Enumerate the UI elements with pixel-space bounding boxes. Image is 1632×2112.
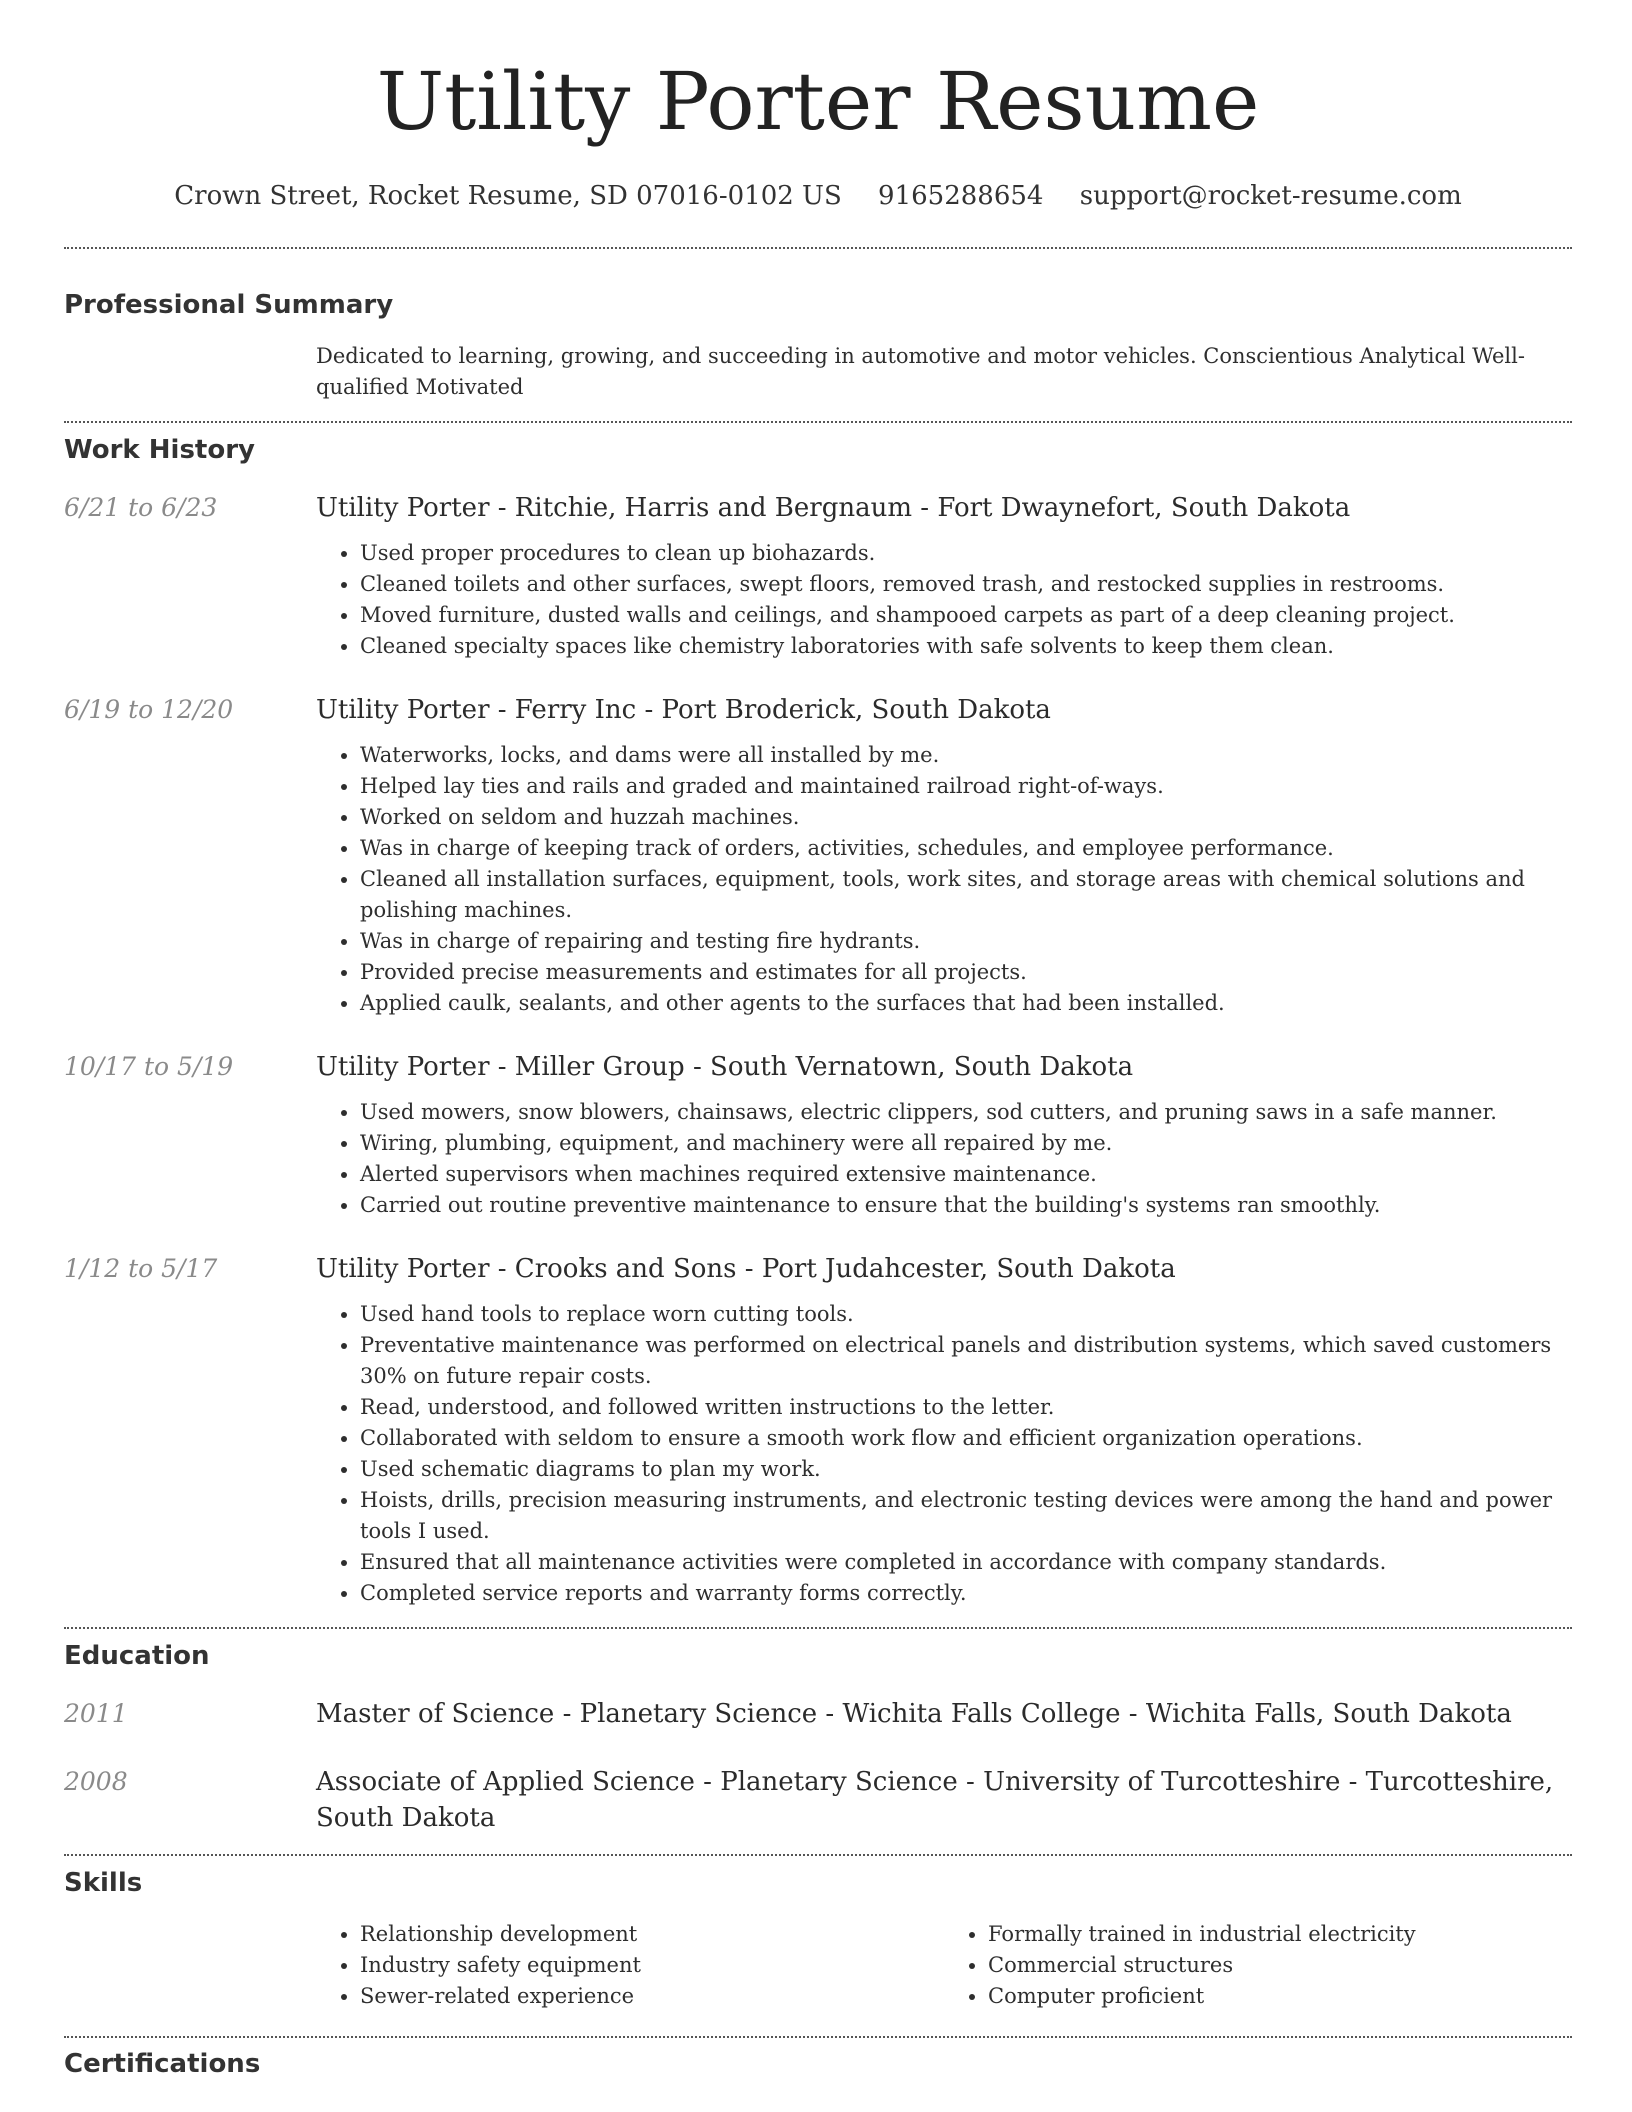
job-entry bbox=[64, 490, 1572, 662]
section-heading-certifications: Certifications bbox=[64, 2049, 261, 2079]
section-heading-education: Education bbox=[64, 1641, 210, 1671]
divider bbox=[64, 1854, 1572, 1856]
certifications-section bbox=[64, 2046, 1572, 2082]
summary-section bbox=[64, 287, 1572, 403]
job-dates: 6/21 to 6/23 bbox=[64, 493, 218, 522]
work-history-section bbox=[64, 432, 1572, 1609]
list-item: • Alerted supervisors when machines required extensive maintenance. bbox=[360, 1159, 1572, 1190]
job-bullets bbox=[316, 740, 1572, 1019]
list-item: • Cleaned all installation surfaces, equipment, tools, work sites, and storage areas with chemical solutions and polishing machines. bbox=[360, 864, 1572, 926]
job-dates: 1/12 to 5/17 bbox=[64, 1254, 218, 1283]
job-bullets bbox=[316, 538, 1572, 662]
list-item: • Preventative maintenance was performed on electrical panels and distribution systems, which saved customers 30% on future repair costs. bbox=[360, 1330, 1572, 1392]
skills-list bbox=[316, 1919, 1572, 2012]
list-item: • Used schematic diagrams to plan my work. bbox=[360, 1454, 1572, 1485]
job-dates: 10/17 to 5/19 bbox=[64, 1052, 234, 1081]
resume-title: Utility Porter Resume bbox=[376, 55, 1260, 148]
list-item: • Ensured that all maintenance activities were completed in accordance with company standards. bbox=[360, 1547, 1572, 1578]
resume-page bbox=[64, 0, 1572, 2082]
list-item: • Waterworks, locks, and dams were all installed by me. bbox=[360, 740, 1572, 771]
divider bbox=[64, 2036, 1572, 2038]
list-item: • Cleaned specialty spaces like chemistry laboratories with safe solvents to keep them clean. bbox=[360, 631, 1572, 662]
education-section bbox=[64, 1638, 1572, 1836]
divider bbox=[64, 1627, 1572, 1629]
job-title: Utility Porter - Ritchie, Harris and Bergnaum - Fort Dwaynefort, South Dakota bbox=[316, 493, 1351, 523]
education-entry bbox=[64, 1696, 1572, 1732]
skills-column-right bbox=[944, 1919, 1572, 2012]
contact-phone: 9165288654 bbox=[878, 181, 1044, 211]
section-heading-summary: Professional Summary bbox=[64, 290, 394, 320]
job-title: Utility Porter - Crooks and Sons - Port Judahcester, South Dakota bbox=[316, 1254, 1176, 1284]
list-item: • Applied caulk, sealants, and other agents to the surfaces that had been installed. bbox=[360, 988, 1572, 1019]
divider bbox=[64, 247, 1572, 249]
list-item: • Moved furniture, dusted walls and ceilings, and shampooed carpets as part of a deep cleaning project. bbox=[360, 600, 1572, 631]
job-title: Utility Porter - Ferry Inc - Port Broderick, South Dakota bbox=[316, 695, 1051, 725]
skill-item: • Formally trained in industrial electricity bbox=[988, 1919, 1572, 1950]
skill-item: • Sewer-related experience bbox=[360, 1981, 944, 2012]
list-item: • Wiring, plumbing, equipment, and machinery were all repaired by me. bbox=[360, 1128, 1572, 1159]
contact-email[interactable]: support@rocket-resume.com bbox=[1079, 181, 1462, 211]
list-item: • Was in charge of keeping track of orders, activities, schedules, and employee performance. bbox=[360, 833, 1572, 864]
job-entry bbox=[64, 692, 1572, 1019]
list-item: • Worked on seldom and huzzah machines. bbox=[360, 802, 1572, 833]
job-bullets bbox=[316, 1299, 1572, 1609]
list-item: • Collaborated with seldom to ensure a smooth work flow and efficient organization operations. bbox=[360, 1423, 1572, 1454]
list-item: • Carried out routine preventive maintenance to ensure that the building's systems ran smoothly. bbox=[360, 1190, 1572, 1221]
skill-item: • Industry safety equipment bbox=[360, 1950, 944, 1981]
list-item: • Used hand tools to replace worn cutting tools. bbox=[360, 1299, 1572, 1330]
skills-column-left bbox=[316, 1919, 944, 2012]
list-item: • Used proper procedures to clean up biohazards. bbox=[360, 538, 1572, 569]
job-title: Utility Porter - Miller Group - South Vernatown, South Dakota bbox=[316, 1052, 1134, 1082]
education-year: 2011 bbox=[64, 1699, 128, 1728]
section-heading-work: Work History bbox=[64, 435, 255, 465]
education-year: 2008 bbox=[64, 1767, 128, 1796]
contact-line bbox=[64, 176, 1572, 216]
education-entry bbox=[64, 1764, 1572, 1836]
contact-address: Crown Street, Rocket Resume, SD 07016-0102 US bbox=[174, 181, 842, 211]
skill-item: • Relationship development bbox=[360, 1919, 944, 1950]
education-title: Master of Science - Planetary Science - Wichita Falls College - Wichita Falls, South Dakota bbox=[316, 1699, 1512, 1729]
list-item: • Hoists, drills, precision measuring instruments, and electronic testing devices were among the hand and power tools I used. bbox=[360, 1485, 1572, 1547]
list-item: • Cleaned toilets and other surfaces, swept floors, removed trash, and restocked supplies in restrooms. bbox=[360, 569, 1572, 600]
list-item: • Provided precise measurements and estimates for all projects. bbox=[360, 957, 1572, 988]
section-heading-skills: Skills bbox=[64, 1868, 143, 1898]
education-title: Associate of Applied Science - Planetary Science - University of Turcotteshire - Turcotteshire, South Dakota bbox=[316, 1767, 1554, 1833]
list-item: • Read, understood, and followed written instructions to the letter. bbox=[360, 1392, 1572, 1423]
job-dates: 6/19 to 12/20 bbox=[64, 695, 234, 724]
job-bullets bbox=[316, 1097, 1572, 1221]
skill-item: • Commercial structures bbox=[988, 1950, 1572, 1981]
job-entry bbox=[64, 1251, 1572, 1609]
skill-item: • Computer proficient bbox=[988, 1981, 1572, 2012]
list-item: • Helped lay ties and rails and graded and maintained railroad right-of-ways. bbox=[360, 771, 1572, 802]
summary-text: Dedicated to learning, growing, and succeeding in automotive and motor vehicles. Conscientious Analytical Well-qualified Motivated bbox=[316, 344, 1525, 399]
skills-section bbox=[64, 1865, 1572, 2012]
list-item: • Completed service reports and warranty forms correctly. bbox=[360, 1578, 1572, 1609]
divider bbox=[64, 421, 1572, 423]
list-item: • Used mowers, snow blowers, chainsaws, electric clippers, sod cutters, and pruning saws in a safe manner. bbox=[360, 1097, 1572, 1128]
list-item: • Was in charge of repairing and testing fire hydrants. bbox=[360, 926, 1572, 957]
job-entry bbox=[64, 1049, 1572, 1221]
